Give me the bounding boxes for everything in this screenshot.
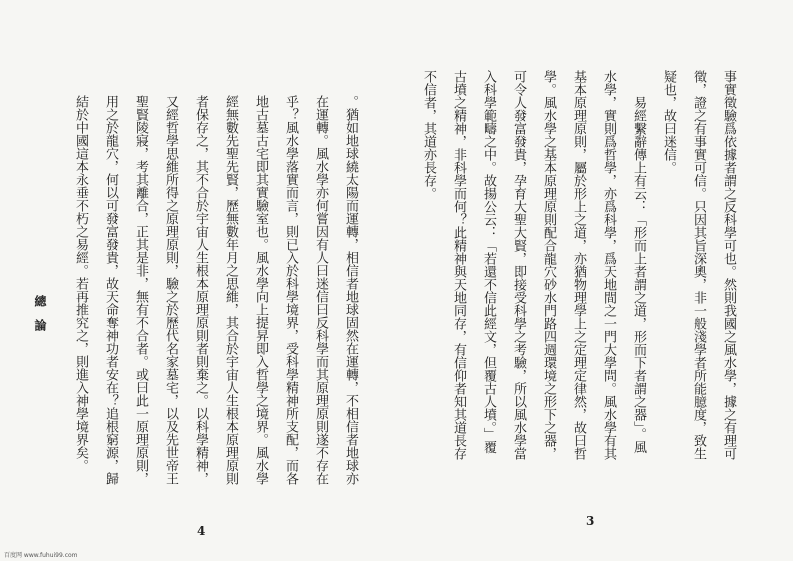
page-number: 4: [197, 524, 206, 538]
text-column: 疑也，故曰迷信。: [661, 70, 676, 174]
text-column: 。猶如地球繞太陽而運轉，相信者地球固然在運轉，不相信者地球亦: [343, 95, 358, 485]
text-column: 又經哲學思維所得之原理原則，驗之於歷代名家墓宅，以及先世帝王: [163, 95, 178, 485]
text-column: 古墳之精神，非科學而何？此精神與天地同存，有信仰者知其道長存: [451, 70, 466, 460]
watermark: 百度网 www.fuhui99.com: [4, 552, 78, 559]
text-column: 可令人發富發貴，孕育大聖大賢，即接受科學之考驗，所以風水學當: [511, 70, 526, 460]
page-number: 3: [586, 514, 595, 528]
text-column: 水學，實則爲哲學，亦爲科學，爲天地間之一門大學問。風水學有其: [601, 70, 616, 460]
text-column: 用之於龍穴，何以可發富發貴，故天命奪神功者安在？追根窮源，歸: [103, 95, 118, 485]
text-column: 徵，證之有事實可信。只因其旨深奧，非一般淺學者所能臆度，致生: [691, 70, 706, 460]
text-column: 結於中國這本永垂不朽之易經。若再推究之，則進入神學境界矣。: [73, 95, 88, 472]
running-header: 總論: [33, 295, 47, 343]
text-column: 聖賢陵寢，考其離合，正其是非，無有不合者。或曰此一原理原則，: [133, 95, 148, 485]
text-column: 易經繫辭傳上有云：「形而上者謂之道，形而下者謂之器」。風: [631, 96, 646, 454]
text-column: 事實徵驗爲依據者謂之反科學可也。然則我國之風水學，據之有理可: [721, 70, 736, 460]
text-column: 學。風水學之基本原理原則配合龍穴砂水門路四週環境之形下之器，: [541, 70, 556, 460]
text-column: 基本原理原則，屬於形上之道，亦猶物理學上之定理定律然，故曰哲: [571, 70, 586, 460]
text-column: 者保存之，其不合於宇宙人生根本原理原則者則棄之。以科學精神，: [193, 95, 208, 485]
text-column: 地古墓古宅即其實驗室也。風水學向上提昇即入哲學之境界。風水學: [253, 95, 268, 485]
text-column: 入科學範疇之中。故揚公云：「若還不信此經文，但覆古人墳。」覆: [481, 70, 496, 454]
text-column: 在運轉。風水學亦何嘗因有人曰迷信曰反科學而其原理原則遂不存在: [313, 95, 328, 485]
text-column: 乎？風水學落實而言，則已入於科學境界，受科學精神所支配，而各: [283, 95, 298, 485]
text-column: 經無數先聖先賢，歷無數年月之思維，其合於宇宙人生根本原理原則: [223, 95, 238, 485]
text-column: 不信者，其道亦長存。: [421, 70, 436, 200]
